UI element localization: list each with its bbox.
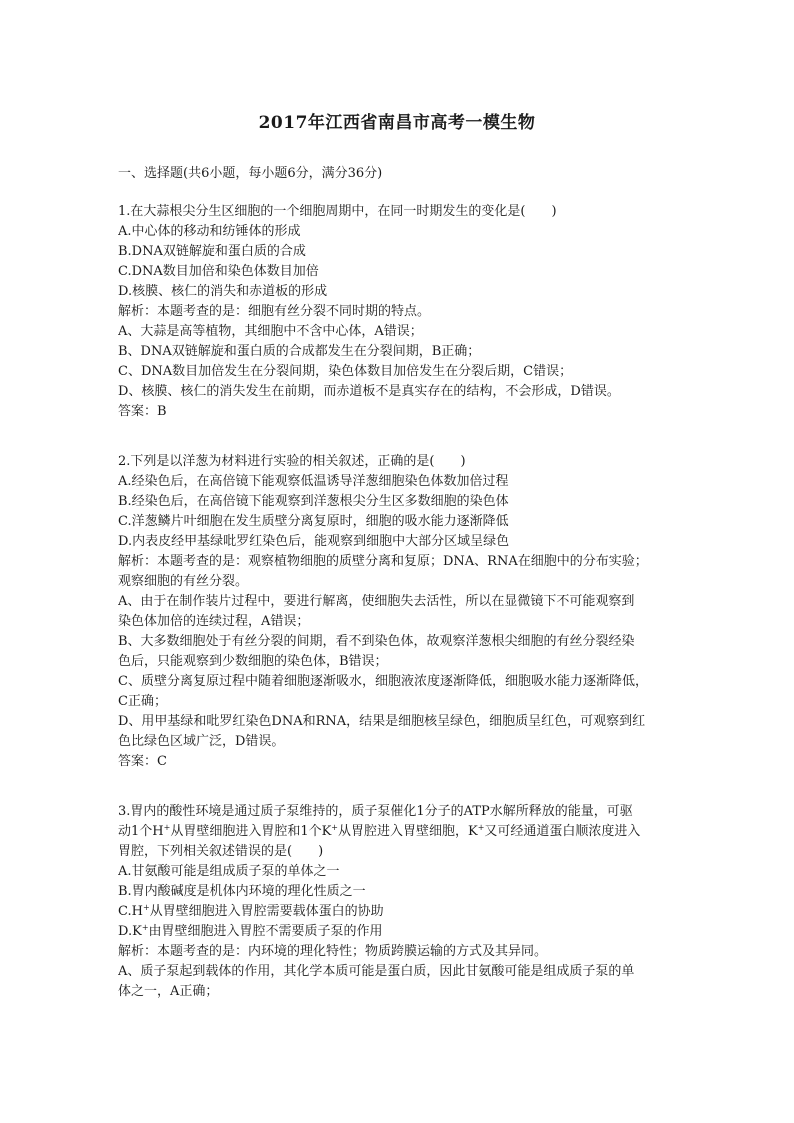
option-b: B.DNA双链解旋和蛋白质的合成 <box>118 244 306 259</box>
superscript: + <box>141 923 149 932</box>
stem-text: 动1个H <box>118 824 164 839</box>
stem-text: 从胃腔进入胃壁细胞，K <box>338 824 478 839</box>
question-stem: 3.胃内的酸性环境是通过质子泵维持的，质子泵催化1分子的ATP水解所释放的能量，可驱 <box>118 804 633 819</box>
explanation-c: C、质壁分离复原过程中随着细胞逐渐吸水，细胞液浓度逐渐降低，细胞吸水能力逐渐降低， <box>118 674 648 689</box>
question-stem: 2.下列是以洋葱为材料进行实验的相关叙述，正确的是( ) <box>118 454 466 469</box>
explanation-d-cont: 色比绿色区域广泛，D错误。 <box>118 734 285 749</box>
explanation-b: B、DNA双链解旋和蛋白质的合成都发生在分裂间期，B正确； <box>118 344 481 359</box>
explanation-a-cont: 染色体加倍的连续过程，A错误； <box>118 614 310 629</box>
explanation-c-cont: C正确； <box>118 694 167 709</box>
question-3 <box>118 802 684 1002</box>
question-stem: 1.在大蒜根尖分生区细胞的一个细胞周期中，在同一时期发生的变化是( ) <box>118 204 557 219</box>
explanation-d: D、用甲基绿和吡罗红染色DNA和RNA，结果是细胞核呈绿色，细胞质呈红色，可观察到红 <box>118 714 646 729</box>
stem-text: 从胃壁细胞进入胃腔和1个K <box>170 824 332 839</box>
option-text: 从胃壁细胞进入胃腔需要载体蛋白的协助 <box>149 904 384 919</box>
analysis: 解析：本题考查的是：细胞有丝分裂不同时期的特点。 <box>118 304 431 319</box>
document-title: 2017年江西省南昌市高考一模生物 <box>258 113 536 133</box>
superscript: + <box>163 823 171 832</box>
option-c <box>118 902 684 922</box>
option-d: D.核膜、核仁的消失和赤道板的形成 <box>118 284 328 299</box>
explanation-d: D、核膜、核仁的消失发生在前期，而赤道板不是真实存在的结构，不会形成，D错误。 <box>118 384 620 399</box>
analysis-cont: 观察细胞的有丝分裂。 <box>118 574 249 589</box>
option-text: 由胃壁细胞进入胃腔不需要质子泵的作用 <box>148 924 383 939</box>
option-c: C.DNA数目加倍和染色体数目加倍 <box>118 264 319 279</box>
explanation-c: C、DNA数目加倍发生在分裂间期，染色体数目加倍发生在分裂后期，C错误； <box>118 364 573 379</box>
answer: 答案：B <box>118 404 167 419</box>
analysis: 解析：本题考查的是：内环境的理化特性；物质跨膜运输的方式及其异同。 <box>118 944 548 959</box>
analysis: 解析：本题考查的是：观察植物细胞的质壁分离和复原；DNA、RNA在细胞中的分布实验； <box>118 554 648 569</box>
question-stem-end: 胃腔，下列相关叙述错误的是( ) <box>118 844 324 859</box>
explanation-a: A、大蒜是高等植物，其细胞中不含中心体，A错误； <box>118 324 423 339</box>
option-b: B.经染色后，在高倍镜下能观察到洋葱根尖分生区多数细胞的染色体 <box>118 494 509 509</box>
answer: 答案：C <box>118 754 167 769</box>
superscript: + <box>331 823 338 832</box>
explanation-a: A、质子泵起到载体的作用，其化学本质可能是蛋白质，因此甘氨酸可能是组成质子泵的单 <box>118 964 635 979</box>
option-text: D.K <box>118 924 142 939</box>
option-a: A.中心体的移动和纺锤体的形成 <box>118 224 301 239</box>
question-2 <box>118 452 684 772</box>
option-d: D.内表皮经甲基绿吡罗红染色后，能观察到细胞中大部分区域呈绿色 <box>118 534 510 549</box>
option-a: A.经染色后，在高倍镜下能观察低温诱导洋葱细胞染色体数加倍过程 <box>118 474 509 489</box>
superscript: + <box>142 903 150 912</box>
option-b: B.胃内酸碱度是机体内环境的理化性质之一 <box>118 884 366 899</box>
explanation-b-cont: 色后，只能观察到少数细胞的染色体，B错误； <box>118 654 388 669</box>
section-heading: 一、选择题(共6小题，每小题6分，满分36分) <box>118 166 383 181</box>
option-c: C.洋葱鳞片叶细胞在发生质壁分离复原时，细胞的吸水能力逐渐降低 <box>118 514 509 529</box>
option-text: C.H <box>118 904 143 919</box>
option-d <box>118 922 684 942</box>
question-stem-cont <box>118 822 684 842</box>
explanation-a: A、由于在制作装片过程中，要进行解离，使细胞失去活性，所以在显微镜下不可能观察到 <box>118 594 635 609</box>
option-a: A.甘氨酸可能是组成质子泵的单体之一 <box>118 864 340 879</box>
question-1 <box>118 202 684 422</box>
superscript: + <box>477 823 485 832</box>
explanation-b: B、大多数细胞处于有丝分裂的间期，看不到染色体，故观察洋葱根尖细胞的有丝分裂经染 <box>118 634 635 649</box>
stem-text: 又可经通道蛋白顺浓度进入 <box>484 824 641 839</box>
explanation-a-cont: 体之一，A正确； <box>118 984 219 999</box>
